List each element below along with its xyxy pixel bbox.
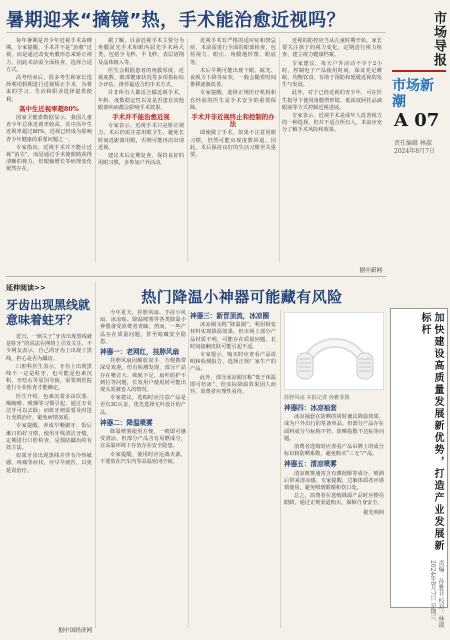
paragraph: 如果牙齿出现黑线并伴有冷热敏感、疼痛等症状，应尽早就医，以免延误治疗。 <box>6 453 92 474</box>
paragraph: 建议术后定期复查，保持良好的用眼习惯，多参加户外活动。 <box>98 153 184 167</box>
page-code: A 07 <box>394 110 440 131</box>
paragraph: 专家建议，选购时应注意产品是否有3C认证，优先选择无叶设计的产品。 <box>100 395 186 416</box>
lower-article-headline: 热门降温小神器可能藏有风险 <box>141 288 343 306</box>
paragraph: 专家指出，近视手术并不能让近视“消失”，而是通过手术使眼睛获得清晰的视力，但眼轴增长等病理变化依然存在。 <box>6 144 92 173</box>
editors-line1: 责任编辑 林淑 <box>394 140 432 147</box>
paragraph: 此外，对于已经近视的青少年，可在医生指导下使用角膜塑形镜、低浓度阿托品滴眼液等方式控制近视进展。 <box>282 90 382 111</box>
paragraph: 据了解，目前近视手术主要分为角膜屈光手术和眼内屈光手术两大类，包括全飞秒、半飞秒、表层切削及晶体植入等。 <box>98 38 184 66</box>
side-date: 责编：孙雅菲 校对：林淑 2024年8月7日 星期三 <box>429 560 444 628</box>
top-headline: 暑期迎来“摘镜”热，手术能治愈近视吗？ <box>6 10 346 31</box>
paragraph: 专家表示，近视手术是成年人改善视力的一种选择，但并不适合所有人，术前应充分了解手术风险和效果。 <box>282 113 382 134</box>
paragraph: 专家提示，购买时应查看产品说明和检测报告，选择正规厂家生产的产品。 <box>190 352 276 373</box>
top-article-column-3 <box>190 38 276 262</box>
paragraph: 冰凉袖套在防晒的同时兼具降温效果，成为户外出行的常备单品。但部分产品存在面料成分与标称不符、防晒指数不达标等问题。 <box>284 414 384 442</box>
paragraph: 并非所有人都适合做近视手术，年龄、度数稳定性以及是否患有其他眼部疾病都会影响手术效果。 <box>98 90 184 111</box>
lower-article-byline: 据光明网 <box>363 509 384 516</box>
paragraph: 每年暑期是青少年近视手术高峰期。专家提醒，手术并不是“治愈”近视，而是通过改变角膜形态来矫正视力，因此术前需全面检查，选择合适方式。 <box>6 38 92 73</box>
paragraph: 降温喷雾使用方便，一喷即可感受清凉，但部分产品含有易燃成分，在高温环境下存放存在安全隐患。 <box>100 429 186 450</box>
lower-article-column-1 <box>100 310 186 628</box>
subheading: 神器三：新晋顶流，冰凉圈 <box>190 312 270 320</box>
paragraph: 国家卫健委数据显示，我国儿童青少年总体近视率较高，其中高中生近视率超过80%。近视已经成为影响青少年健康的重要问题之一。 <box>6 115 92 143</box>
section-title: 市场新潮 <box>392 78 434 110</box>
top-article-column-4 <box>282 38 382 262</box>
column-divider <box>95 38 96 262</box>
section-divider <box>6 276 386 277</box>
paragraph: 近日，一则关于“牙齿出现黑线就是蛀牙”的说法在网络上引发关注。不少网友表示，自己的牙齿上出现了黑线，担心是否为龋齿。 <box>6 334 92 362</box>
subheading: 神器一：老网红，挂脖风扇 <box>100 348 180 357</box>
paragraph: 专家提醒，养成早晚刷牙、饭后漱口的好习惯，使用牙线清洁牙缝，定期进行口腔检查，是预防龋齿的有效方法。 <box>6 423 92 452</box>
paragraph: 医生会根据患者的角膜厚度、近视度数、眼部健康状况等多项指标综合评估，推荐最适合的手术方式。 <box>98 67 184 89</box>
extended-reading-source: 据中国经济网 <box>58 628 92 634</box>
paragraph: 近视的防控应当从儿童时期开始，家长要关注孩子的视力变化，定期进行视力检查，建立视力健康档案。 <box>282 38 382 59</box>
paragraph: 术后早期可能出现干眼、眩光、夜视力下降等症状，一般会随着时间推移逐渐改善。 <box>190 67 276 89</box>
neck-fan-illustration <box>285 313 385 391</box>
subheading: 手术并不能治愈近视 <box>112 113 170 122</box>
paragraph: 清凉喷雾通常含有薄荷醇等成分，喷洒后带来清凉感。专家提醒，过敏体质者应谨慎使用，避免喷到眼睛和伤口处。 <box>284 470 384 492</box>
paragraph: 医生介绍，色素沉着多由饮茶、喝咖啡、吸烟等习惯引起，通过专业洁牙可以去除；而蛀牙则需要及时进行充填治疗，避免病情加重。 <box>6 393 92 422</box>
subheading: 手术并非近视终止和控制的办法 <box>191 113 275 129</box>
neck-fan-photo <box>284 312 384 390</box>
paragraph: 总之，消费者在选购降温产品时应擦亮眼睛，通过正规渠道购买，保障自身安全。 <box>284 493 384 507</box>
paragraph: 专家建议，每天户外活动不少于2小时，控制电子产品使用时间，保证充足睡眠，均衡饮食，有助于预防和延缓近视的发生与发展。 <box>282 60 382 89</box>
paragraph: 高考结束后，很多考生和家长选择利用假期进行近视矫正手术，为将来的学习、生活和职业选择提供便利。 <box>6 75 92 103</box>
paragraph: 挂脖风扇因解放双手、方便携带深受欢迎。但有检测发现，部分产品存在噪音大、续航不足、扇叶防护不到位等问题，长发用户使用时可能出现头发被卷入的情况。 <box>100 358 186 394</box>
lower-article-column-2 <box>190 310 276 628</box>
masthead-rule <box>392 70 446 72</box>
paragraph: 今年夏天，挂脖风扇、手持小风扇、冰凉贴、降温喷雾等各类降温小神器备受消费者青睐。然而，一些产品存在质量问题，甚至暗藏安全隐患。 <box>100 310 186 345</box>
paragraph: 专家表示，近视手术只是矫正视力，术后仍需注意用眼卫生，避免长时间近距离用眼，否则可能再次出现近视。 <box>98 123 184 151</box>
extended-reading-headline: 牙齿出现黑线就意味着蛀牙？ <box>6 298 91 327</box>
column-divider <box>279 38 280 262</box>
subheading: 神器五：清凉喷雾 <box>284 460 337 469</box>
subheading: 神器四：冰凉袖套 <box>284 404 337 412</box>
lower-article-column-3 <box>284 402 384 628</box>
top-article-column-2 <box>98 38 184 262</box>
paragraph: 此外，部分冰凉圈宣称“低于体温即可结冰”，但实际降温效果因人而异，消费者应理性看待。 <box>190 374 276 396</box>
paragraph: 消费者选购时应查看产品吊牌上的成分标识和防晒系数，避免购买“三无”产品。 <box>284 444 384 458</box>
column-divider <box>187 38 188 262</box>
subheading: 高中生近视率超80% <box>19 104 79 113</box>
column-divider <box>188 310 189 628</box>
subheading: 神器二：降温喷雾 <box>100 418 153 427</box>
paragraph: 近视手术有严格的适应症和禁忌症，术前需进行全面的眼部检查，包括视力、眼压、角膜地形图、眼底等。 <box>190 38 276 66</box>
paragraph: 即使做了手术，如果不注意用眼习惯，仍然可能出现度数回退。因此，术后保持良好的生活习惯至关重要。 <box>190 130 276 159</box>
column-divider <box>95 282 96 628</box>
editors-line2: 2024年8月7日 <box>394 148 435 155</box>
paragraph: 专家提醒，使用时应远离火源，不要放在汽车内等高温密闭空间。 <box>100 451 186 465</box>
extended-reading-body <box>6 334 92 628</box>
top-rule <box>6 32 386 33</box>
paragraph: 专家提醒，选择正规医疗机构和有经验的医生是手术安全的重要保障。 <box>190 90 276 111</box>
editors-info <box>394 140 446 156</box>
top-article-column-1 <box>6 38 92 262</box>
paragraph: 冰凉圈又称“降温圈”，利用相变材料实现降温效果。但市场上部分产品材质不明，可能存在质量问题，长时间接触皮肤可能引起不适。 <box>190 322 276 350</box>
side-slogan: 加快建设高质量发展新优势，打造产业发展新标杆 <box>419 312 443 552</box>
column-divider <box>280 310 281 628</box>
masthead: 市场导报 <box>431 11 446 67</box>
photo-caption: 挂脖风扇 本报记者 孙雅菲摄 <box>284 395 350 401</box>
extended-reading-label: 延伸阅读>> <box>6 283 46 292</box>
paragraph: 口腔科医生表示，牙齿上出现黑线不一定是蛀牙，也可能是色素沉积、牙结石等原因导致，需要到医院进行专业检查才能确定。 <box>6 363 92 392</box>
top-article-byline: 据中新网 <box>359 268 382 274</box>
